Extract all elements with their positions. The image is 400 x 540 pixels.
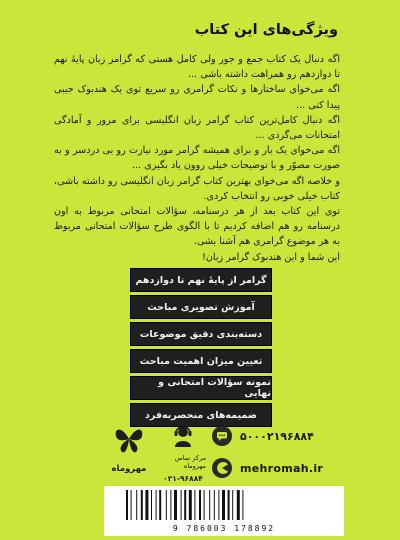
paragraph: توی این کتاب بعد از هر درسنامه، سؤالات امتحانی مربوط به اون درسنامه رو هم اضافه کردیم تا با الگوی طرح سؤالات امتحانی مربوط به هر موضوع گرامری هم آشنا بشی. xyxy=(54,206,340,248)
call-center-label: مرکز تماس مهروماه xyxy=(174,454,206,470)
call-center xyxy=(160,422,206,484)
website-link[interactable]: mehromah.ir xyxy=(240,461,324,475)
paragraph: اگه می‌خوای ساختارها و نکات گرامری رو سریع توی یک هندبوک جیبی پیدا کنی ... xyxy=(54,84,340,111)
feature-badge: دسته‌بندی دقیق موضوعات xyxy=(130,322,272,346)
paragraph: و خلاصه اگه می‌خوای بهترین کتاب گرامر زبان انگلیسی رو داشته باشی، کتاب خیلی خوبی رو انتخاب کردی. xyxy=(54,175,340,202)
publisher-name: مهروماه xyxy=(111,464,147,474)
pacman-icon xyxy=(212,458,232,478)
barcode-bars xyxy=(104,486,344,524)
butterfly-logo-icon xyxy=(112,422,146,460)
paragraph: اگه می‌خوای یک بار و برای همیشه گرامر مورد نیازت رو بی دردسر و به صورت مصوّر و با توضیحات خیلی روون یاد بگیری ... xyxy=(54,145,340,172)
feature-badge: نمونه سؤالات امتحانی و نهایی xyxy=(130,376,272,400)
barcode xyxy=(104,486,344,536)
feature-badge: تعیین میزان اهمیت مباحث xyxy=(130,349,272,373)
feature-list xyxy=(130,268,272,427)
feature-badge: ضمیمه‌های منحصربه‌فرد xyxy=(130,403,272,427)
chat-bubble-icon xyxy=(212,426,232,446)
headset-operator-icon xyxy=(170,422,196,452)
sms-row xyxy=(212,420,347,452)
paragraph: اگه دنبال یک کتاب جمع و جور ولی کامل هستی که گرامر زبان پایهٔ نهم تا دوازدهم رو همراهت داشته باشی ... xyxy=(54,54,340,81)
website-row xyxy=(212,452,347,484)
publisher-logo xyxy=(104,422,154,486)
paragraph: این شما و این هندبوک گرامر زبان! xyxy=(202,251,340,263)
barcode-digits: 9 786003 178892 xyxy=(172,524,276,533)
contact-info xyxy=(212,420,347,484)
feature-badge: آموزش تصویری مباحث xyxy=(130,295,272,319)
call-center-number: ۰۲۱-۹۶۸۸۴ xyxy=(163,474,203,483)
page-title: ویژگی‌های این کتاب xyxy=(194,22,338,38)
feature-badge: گرامر از پایهٔ نهم تا دوازدهم xyxy=(130,268,272,292)
paragraph: اگه دنبال کامل‌ترین کتاب گرامر زبان انگلیسی برای مرور و آمادگی امتحانات می‌گردی ... xyxy=(54,114,340,142)
description-text xyxy=(54,52,340,265)
sms-number: ۵۰۰۰۲۱۹۶۸۸۴ xyxy=(240,429,314,443)
